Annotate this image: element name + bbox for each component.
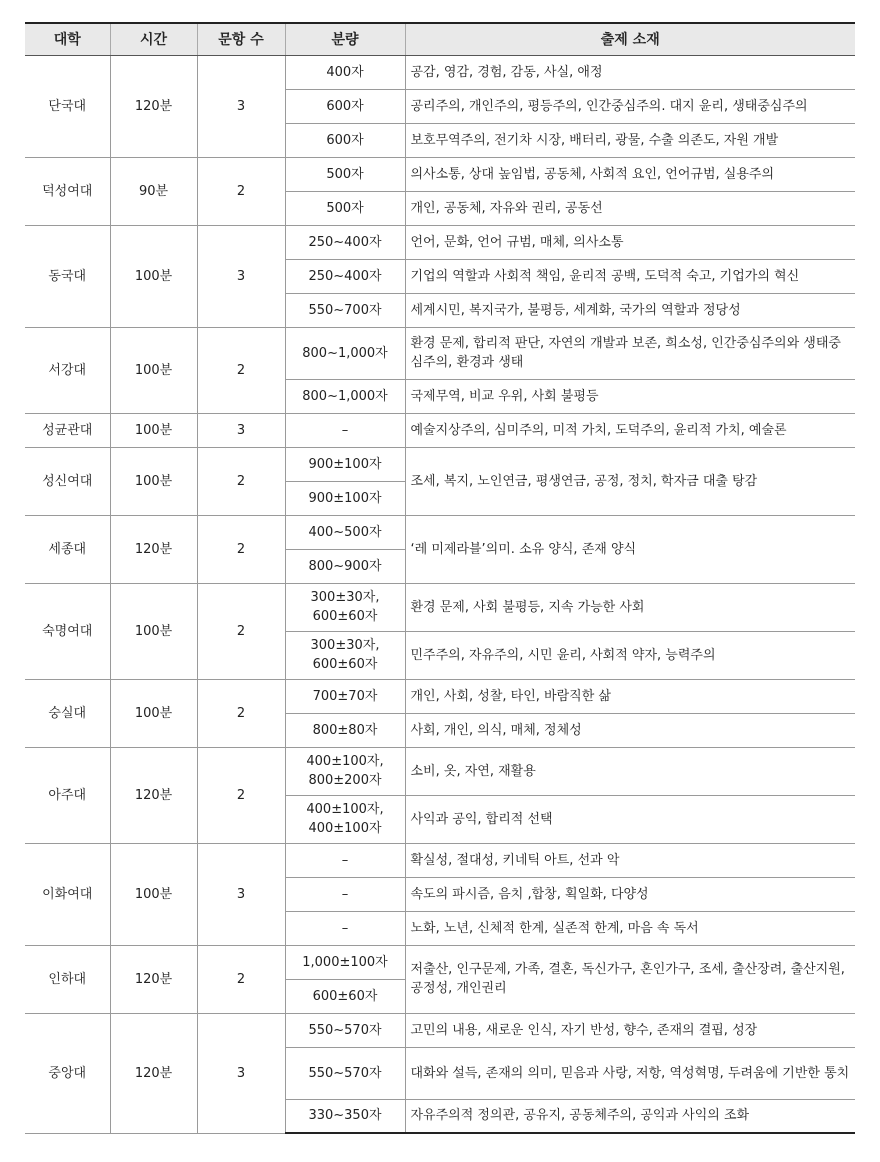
table-row bbox=[25, 1013, 855, 1047]
table-row bbox=[25, 225, 855, 259]
exam-time: 100분 bbox=[110, 679, 197, 747]
answer-amount: – bbox=[285, 843, 405, 877]
exam-topics: 민주주의, 자유주의, 시민 윤리, 사회적 약자, 능력주의 bbox=[405, 631, 855, 679]
university-name: 덕성여대 bbox=[25, 157, 110, 225]
question-count: 3 bbox=[197, 225, 285, 327]
answer-amount: 550~570자 bbox=[285, 1047, 405, 1099]
answer-amount: 600자 bbox=[285, 89, 405, 123]
exam-topics: 자유주의적 정의관, 공유지, 공동체주의, 공익과 사익의 조화 bbox=[405, 1099, 855, 1133]
answer-amount: 400자 bbox=[285, 55, 405, 89]
question-count: 2 bbox=[197, 945, 285, 1013]
answer-amount: 500자 bbox=[285, 157, 405, 191]
header-topics: 출제 소재 bbox=[405, 23, 855, 55]
exam-topics: 소비, 옷, 자연, 재활용 bbox=[405, 747, 855, 795]
exam-topics: 사익과 공익, 합리적 선택 bbox=[405, 795, 855, 843]
exam-topics: 저출산, 인구문제, 가족, 결혼, 독신가구, 혼인가구, 조세, 출산장려, 출산지원, 공정성, 개인권리 bbox=[405, 945, 855, 1013]
question-count: 3 bbox=[197, 55, 285, 157]
answer-amount: 900±100자 bbox=[285, 481, 405, 515]
exam-topics: 환경 문제, 사회 불평등, 지속 가능한 사회 bbox=[405, 583, 855, 631]
university-name: 서강대 bbox=[25, 327, 110, 413]
exam-time: 100분 bbox=[110, 583, 197, 679]
answer-amount: – bbox=[285, 413, 405, 447]
exam-topics: 대화와 설득, 존재의 의미, 믿음과 사랑, 저항, 역성혁명, 두려움에 기반한 통치 bbox=[405, 1047, 855, 1099]
question-count: 2 bbox=[197, 747, 285, 843]
question-count: 2 bbox=[197, 515, 285, 583]
answer-amount: 700±70자 bbox=[285, 679, 405, 713]
university-name: 중앙대 bbox=[25, 1013, 110, 1133]
answer-amount: 550~700자 bbox=[285, 293, 405, 327]
table-row bbox=[25, 157, 855, 191]
table-header-row bbox=[25, 23, 855, 55]
exam-time: 100분 bbox=[110, 225, 197, 327]
exam-topics: 개인, 사회, 성찰, 타인, 바람직한 삶 bbox=[405, 679, 855, 713]
exam-topics: 속도의 파시즘, 음치 ,합창, 획일화, 다양성 bbox=[405, 877, 855, 911]
table-row bbox=[25, 327, 855, 379]
answer-amount: 500자 bbox=[285, 191, 405, 225]
table-row bbox=[25, 679, 855, 713]
exam-time: 120분 bbox=[110, 55, 197, 157]
question-count: 2 bbox=[197, 679, 285, 747]
exam-time: 120분 bbox=[110, 747, 197, 843]
university-name: 단국대 bbox=[25, 55, 110, 157]
university-name: 세종대 bbox=[25, 515, 110, 583]
exam-topics: 환경 문제, 합리적 판단, 자연의 개발과 보존, 희소성, 인간중심주의와 생태중심주의, 환경과 생태 bbox=[405, 327, 855, 379]
question-count: 2 bbox=[197, 327, 285, 413]
table-row bbox=[25, 843, 855, 877]
answer-amount: 300±30자, 600±60자 bbox=[285, 631, 405, 679]
university-name: 이화여대 bbox=[25, 843, 110, 945]
answer-amount: 400±100자, 400±100자 bbox=[285, 795, 405, 843]
exam-topics: 공리주의, 개인주의, 평등주의, 인간중심주의. 대지 윤리, 생태중심주의 bbox=[405, 89, 855, 123]
header-university: 대학 bbox=[25, 23, 110, 55]
question-count: 2 bbox=[197, 157, 285, 225]
answer-amount: 800±80자 bbox=[285, 713, 405, 747]
answer-amount: – bbox=[285, 911, 405, 945]
question-count: 3 bbox=[197, 1013, 285, 1133]
table-row bbox=[25, 55, 855, 89]
exam-topics: 조세, 복지, 노인연금, 평생연금, 공정, 정치, 학자금 대출 탕감 bbox=[405, 447, 855, 515]
exam-topics: 공감, 영감, 경험, 감동, 사실, 애정 bbox=[405, 55, 855, 89]
university-name: 성신여대 bbox=[25, 447, 110, 515]
exam-time: 100분 bbox=[110, 327, 197, 413]
exam-topics: 보호무역주의, 전기차 시장, 배터리, 광물, 수출 의존도, 자원 개발 bbox=[405, 123, 855, 157]
exam-topics: 확실성, 절대성, 키네틱 아트, 선과 악 bbox=[405, 843, 855, 877]
answer-amount: 330~350자 bbox=[285, 1099, 405, 1133]
table-row bbox=[25, 945, 855, 979]
answer-amount: 400±100자, 800±200자 bbox=[285, 747, 405, 795]
exam-time: 120분 bbox=[110, 515, 197, 583]
table-row bbox=[25, 747, 855, 795]
exam-topics: ‘레 미제라블’의미. 소유 양식, 존재 양식 bbox=[405, 515, 855, 583]
answer-amount: 1,000±100자 bbox=[285, 945, 405, 979]
exam-time: 100분 bbox=[110, 413, 197, 447]
exam-time: 120분 bbox=[110, 1013, 197, 1133]
exam-topics: 고민의 내용, 새로운 인식, 자기 반성, 향수, 존재의 결핍, 성장 bbox=[405, 1013, 855, 1047]
answer-amount: 250~400자 bbox=[285, 259, 405, 293]
university-name: 동국대 bbox=[25, 225, 110, 327]
exam-time: 100분 bbox=[110, 843, 197, 945]
university-name: 숙명여대 bbox=[25, 583, 110, 679]
answer-amount: 600±60자 bbox=[285, 979, 405, 1013]
header-time: 시간 bbox=[110, 23, 197, 55]
table-row bbox=[25, 583, 855, 631]
answer-amount: 250~400자 bbox=[285, 225, 405, 259]
table-row bbox=[25, 515, 855, 549]
university-name: 아주대 bbox=[25, 747, 110, 843]
answer-amount: 300±30자, 600±60자 bbox=[285, 583, 405, 631]
exam-time: 120분 bbox=[110, 945, 197, 1013]
header-amount: 분량 bbox=[285, 23, 405, 55]
exam-topics: 노화, 노년, 신체적 한계, 실존적 한계, 마음 속 독서 bbox=[405, 911, 855, 945]
exam-topics: 사회, 개인, 의식, 매체, 정체성 bbox=[405, 713, 855, 747]
table-row bbox=[25, 447, 855, 481]
university-name: 인하대 bbox=[25, 945, 110, 1013]
answer-amount: 600자 bbox=[285, 123, 405, 157]
exam-topics: 국제무역, 비교 우위, 사회 불평등 bbox=[405, 379, 855, 413]
answer-amount: 800~1,000자 bbox=[285, 327, 405, 379]
answer-amount: 900±100자 bbox=[285, 447, 405, 481]
question-count: 2 bbox=[197, 583, 285, 679]
exam-info-table bbox=[25, 22, 855, 1134]
header-question-count: 문항 수 bbox=[197, 23, 285, 55]
question-count: 3 bbox=[197, 413, 285, 447]
exam-topics: 세계시민, 복지국가, 불평등, 세계화, 국가의 역할과 정당성 bbox=[405, 293, 855, 327]
answer-amount: 800~900자 bbox=[285, 549, 405, 583]
university-name: 숭실대 bbox=[25, 679, 110, 747]
question-count: 3 bbox=[197, 843, 285, 945]
table-row bbox=[25, 413, 855, 447]
exam-time: 90분 bbox=[110, 157, 197, 225]
exam-topics: 기업의 역할과 사회적 책임, 윤리적 공백, 도덕적 숙고, 기업가의 혁신 bbox=[405, 259, 855, 293]
university-name: 성균관대 bbox=[25, 413, 110, 447]
answer-amount: 800~1,000자 bbox=[285, 379, 405, 413]
exam-time: 100분 bbox=[110, 447, 197, 515]
exam-topics: 의사소통, 상대 높임법, 공동체, 사회적 요인, 언어규범, 실용주의 bbox=[405, 157, 855, 191]
answer-amount: 400~500자 bbox=[285, 515, 405, 549]
answer-amount: 550~570자 bbox=[285, 1013, 405, 1047]
question-count: 2 bbox=[197, 447, 285, 515]
exam-topics: 언어, 문화, 언어 규범, 매체, 의사소통 bbox=[405, 225, 855, 259]
exam-topics: 개인, 공동체, 자유와 권리, 공동선 bbox=[405, 191, 855, 225]
answer-amount: – bbox=[285, 877, 405, 911]
exam-topics: 예술지상주의, 심미주의, 미적 가치, 도덕주의, 윤리적 가치, 예술론 bbox=[405, 413, 855, 447]
